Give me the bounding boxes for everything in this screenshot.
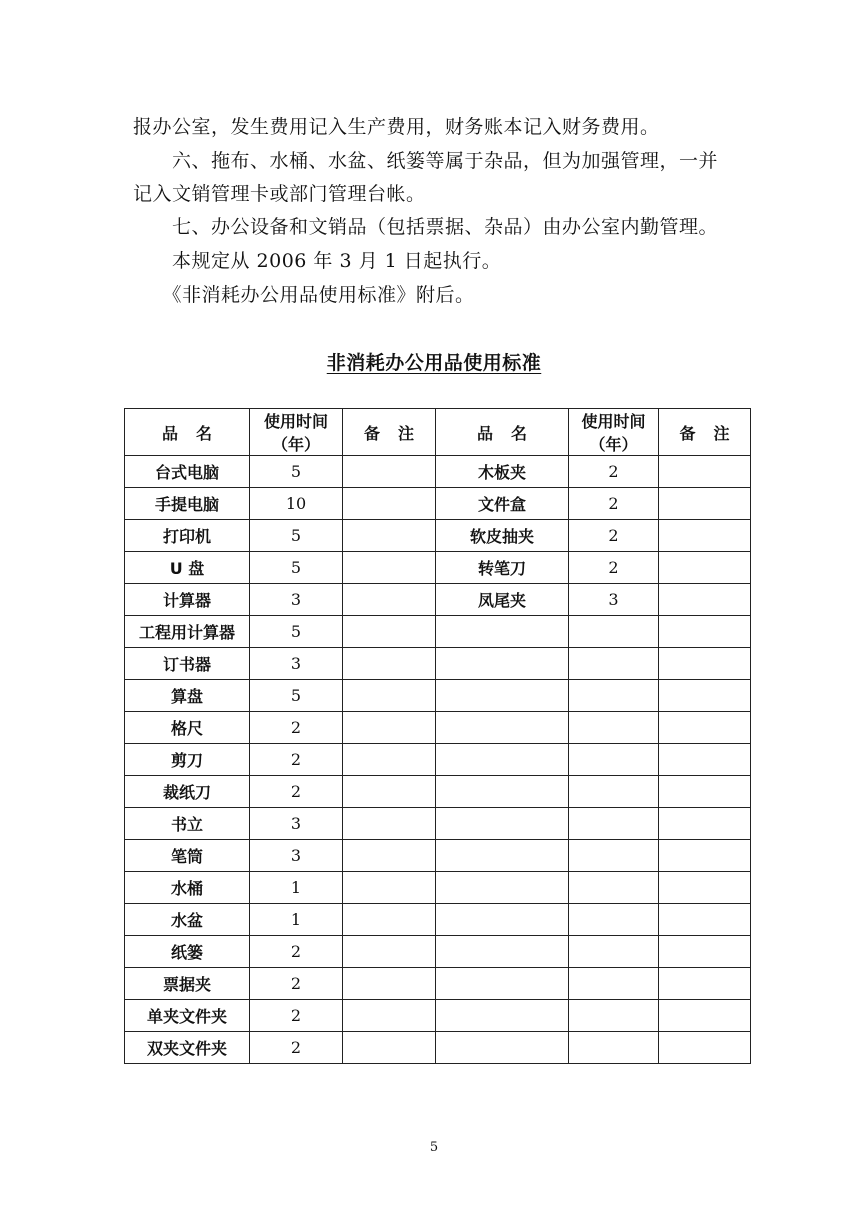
remarks-cell — [343, 904, 436, 936]
remarks-cell — [659, 1000, 751, 1032]
remarks-cell — [343, 872, 436, 904]
remarks-cell — [659, 872, 751, 904]
item-name-cell: 格尺 — [125, 712, 250, 744]
usage-years-cell: 2 — [250, 712, 343, 744]
table-header-row — [125, 409, 751, 456]
paragraph-line: 记入文销管理卡或部门管理台帐。 — [133, 183, 426, 205]
usage-years-cell — [569, 808, 659, 840]
remarks-cell — [659, 552, 751, 584]
usage-standard-table — [124, 408, 751, 1064]
remarks-cell — [659, 744, 751, 776]
usage-years-cell — [569, 744, 659, 776]
remarks-cell — [659, 488, 751, 520]
table-row — [125, 520, 751, 552]
remarks-cell — [659, 456, 751, 488]
usage-years-cell — [569, 904, 659, 936]
item-name-cell: 转笔刀 — [436, 552, 569, 584]
table-row — [125, 712, 751, 744]
item-name-cell: 手提电脑 — [125, 488, 250, 520]
column-header-remarks: 备注 — [659, 409, 751, 456]
remarks-cell — [659, 616, 751, 648]
remarks-cell — [659, 584, 751, 616]
item-name-cell — [436, 872, 569, 904]
usage-years-cell — [569, 680, 659, 712]
item-name-cell: 水桶 — [125, 872, 250, 904]
item-name-cell: 纸篓 — [125, 936, 250, 968]
table-row — [125, 1032, 751, 1064]
table-row — [125, 968, 751, 1000]
remarks-cell — [659, 1032, 751, 1064]
item-name-cell: 软皮抽夹 — [436, 520, 569, 552]
table-row — [125, 840, 751, 872]
item-name-cell — [436, 936, 569, 968]
remarks-cell — [343, 712, 436, 744]
item-name-cell: 台式电脑 — [125, 456, 250, 488]
table-title: 非消耗办公用品使用标准 — [326, 352, 542, 374]
usage-years-cell: 2 — [569, 488, 659, 520]
table-row — [125, 488, 751, 520]
usage-years-cell: 2 — [250, 1000, 343, 1032]
usage-years-cell — [569, 616, 659, 648]
remarks-cell — [659, 840, 751, 872]
remarks-cell — [343, 520, 436, 552]
remarks-cell — [343, 744, 436, 776]
usage-years-cell — [569, 968, 659, 1000]
remarks-cell — [659, 520, 751, 552]
usage-years-cell: 2 — [250, 968, 343, 1000]
table-row — [125, 808, 751, 840]
remarks-cell — [659, 712, 751, 744]
usage-years-cell: 5 — [250, 520, 343, 552]
item-name-cell — [436, 904, 569, 936]
usage-years-cell — [569, 840, 659, 872]
table-row — [125, 776, 751, 808]
paragraph-line: 七、办公设备和文销品（包括票据、杂品）由办公室内勤管理。 — [133, 216, 719, 238]
remarks-cell — [343, 840, 436, 872]
table-row — [125, 1000, 751, 1032]
remarks-cell — [343, 456, 436, 488]
item-name-cell — [436, 840, 569, 872]
remarks-cell — [659, 776, 751, 808]
remarks-cell — [343, 776, 436, 808]
usage-years-cell — [569, 1000, 659, 1032]
item-name-cell — [436, 744, 569, 776]
table-row — [125, 584, 751, 616]
remarks-cell — [659, 968, 751, 1000]
usage-years-cell — [569, 648, 659, 680]
usage-years-cell: 10 — [250, 488, 343, 520]
remarks-cell — [343, 808, 436, 840]
item-name-cell: 文件盒 — [436, 488, 569, 520]
remarks-cell — [659, 680, 751, 712]
usage-years-cell: 2 — [250, 936, 343, 968]
usage-years-cell: 1 — [250, 904, 343, 936]
usage-years-cell — [569, 776, 659, 808]
item-name-cell: 双夹文件夹 — [125, 1032, 250, 1064]
table-row — [125, 872, 751, 904]
item-name-cell: 算盘 — [125, 680, 250, 712]
usage-years-cell: 2 — [250, 1032, 343, 1064]
item-name-cell: 工程用计算器 — [125, 616, 250, 648]
usage-years-cell — [569, 712, 659, 744]
item-name-cell: 订书器 — [125, 648, 250, 680]
item-name-cell: 笔筒 — [125, 840, 250, 872]
usage-years-cell: 5 — [250, 680, 343, 712]
remarks-cell — [343, 936, 436, 968]
item-name-cell: 水盆 — [125, 904, 250, 936]
usage-years-cell: 3 — [569, 584, 659, 616]
paragraph-line: 报办公室，发生费用记入生产费用，财务账本记入财务费用。 — [133, 116, 660, 138]
remarks-cell — [343, 1000, 436, 1032]
remarks-cell — [343, 968, 436, 1000]
usage-years-cell: 5 — [250, 616, 343, 648]
remarks-cell — [343, 616, 436, 648]
remarks-cell — [659, 936, 751, 968]
item-name-cell — [436, 648, 569, 680]
item-name-cell — [436, 776, 569, 808]
usage-years-cell: 3 — [250, 584, 343, 616]
column-header-remarks: 备注 — [343, 409, 436, 456]
usage-years-cell: 2 — [569, 552, 659, 584]
table-row — [125, 616, 751, 648]
item-name-cell: 木板夹 — [436, 456, 569, 488]
remarks-cell — [343, 1032, 436, 1064]
item-name-cell: 打印机 — [125, 520, 250, 552]
paragraph-line: 《非消耗办公用品使用标准》附后。 — [133, 284, 475, 306]
usage-years-cell: 5 — [250, 456, 343, 488]
usage-years-cell: 2 — [569, 520, 659, 552]
item-name-cell: 计算器 — [125, 584, 250, 616]
usage-years-cell: 2 — [569, 456, 659, 488]
item-name-cell — [436, 712, 569, 744]
remarks-cell — [343, 488, 436, 520]
paragraph-line: 本规定从 2006 年 3 月 1 日起执行。 — [133, 250, 502, 272]
remarks-cell — [343, 680, 436, 712]
usage-years-cell — [569, 1032, 659, 1064]
column-header-usage-years: 使用时间（年） — [569, 409, 659, 456]
item-name-cell: 书立 — [125, 808, 250, 840]
item-name-cell: 票据夹 — [125, 968, 250, 1000]
table-row — [125, 456, 751, 488]
remarks-cell — [659, 904, 751, 936]
usage-years-cell — [569, 936, 659, 968]
usage-years-cell: 2 — [250, 744, 343, 776]
item-name-cell: 单夹文件夹 — [125, 1000, 250, 1032]
usage-years-cell: 3 — [250, 808, 343, 840]
item-name-cell — [436, 808, 569, 840]
column-header-name: 品名 — [436, 409, 569, 456]
table-row — [125, 648, 751, 680]
item-name-cell: 剪刀 — [125, 744, 250, 776]
table-row — [125, 680, 751, 712]
item-name-cell — [436, 680, 569, 712]
remarks-cell — [659, 808, 751, 840]
table-row — [125, 552, 751, 584]
usage-years-cell: 3 — [250, 840, 343, 872]
page-number: 5 — [429, 1140, 439, 1155]
usage-years-cell: 2 — [250, 776, 343, 808]
item-name-cell — [436, 1032, 569, 1064]
table-row — [125, 904, 751, 936]
table-row — [125, 744, 751, 776]
remarks-cell — [343, 552, 436, 584]
table-row — [125, 936, 751, 968]
remarks-cell — [659, 648, 751, 680]
usage-years-cell: 5 — [250, 552, 343, 584]
item-name-cell: 凤尾夹 — [436, 584, 569, 616]
item-name-cell: 裁纸刀 — [125, 776, 250, 808]
item-name-cell — [436, 616, 569, 648]
column-header-usage-years: 使用时间（年） — [250, 409, 343, 456]
item-name-cell — [436, 968, 569, 1000]
usage-years-cell: 1 — [250, 872, 343, 904]
item-name-cell: U 盘 — [125, 552, 250, 584]
column-header-name: 品名 — [125, 409, 250, 456]
item-name-cell — [436, 1000, 569, 1032]
remarks-cell — [343, 584, 436, 616]
remarks-cell — [343, 648, 436, 680]
usage-years-cell: 3 — [250, 648, 343, 680]
paragraph-line: 六、拖布、水桶、水盆、纸篓等属于杂品，但为加强管理，一并 — [133, 150, 719, 172]
usage-years-cell — [569, 872, 659, 904]
